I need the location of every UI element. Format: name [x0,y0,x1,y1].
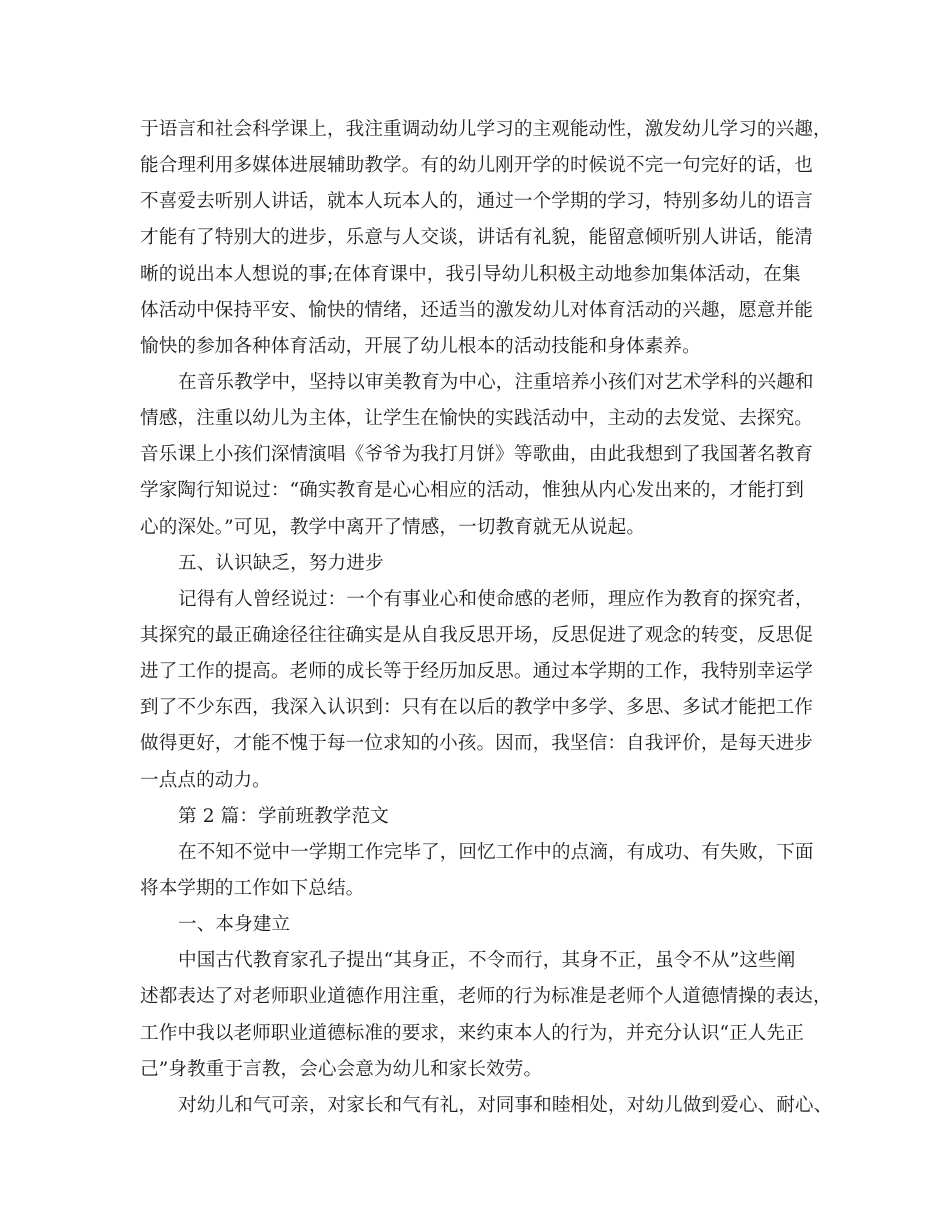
text-line: 述都表达了对老师职业道德作用注重，老师的行为标准是老师个人道德情操的表达， [140,986,832,1008]
text-line: 才能有了特别大的进步，乐意与人交谈，讲话有礼貌，能留意倾听别人讲话，能清 [140,227,813,249]
text-line: 工作中我以老师职业道德标准的要求，来约束本人的行为，并充分认识“正人先正 [140,1022,804,1044]
text-line: 在不知不觉中一学期工作完毕了，回忆工作中的点滴，有成功、有失败，下面 [178,841,814,863]
text-line: 在音乐教学中，坚持以审美教育为中心，注重培养小孩们对艺术学科的兴趣和 [178,371,814,393]
text-line: 晰的说出本人想说的事;在体育课中，我引导幼儿积极主动地参加集体活动，在集 [140,263,801,285]
document-page [140,112,833,1124]
text-line: 一点点的动力。 [140,769,271,791]
text-line: 中国古代教育家孔子提出“其身正，不令而行，其身不正，虽令不从”这些阐 [178,950,796,972]
text-line: 愉快的参加各种体育活动，开展了幼儿根本的活动技能和身体素养。 [140,335,701,357]
text-line: 记得有人曾经说过：一个有事业心和使命感的老师，理应作为教育的探究者， [178,588,814,610]
text-line: 对幼儿和气可亲，对家长和气有礼，对同事和睦相处，对幼儿做到爱心、耐心、 [178,1094,833,1116]
text-line: 情感，注重以幼儿为主体，让学生在愉快的实践活动中，主动的去发觉、去探究。 [140,408,813,430]
text-line: 其探究的最正确途径往往确实是从自我反思开场，反思促进了观念的转变，反思促 [140,624,813,646]
text-line: 五、认识缺乏，努力进步 [178,552,384,574]
text-line: 一、本身建立 [178,914,291,936]
document-body [140,112,833,1124]
text-line: 己”身教重于言教，会心会意为幼儿和家长效劳。 [140,1058,543,1080]
text-line: 于语言和社会科学课上，我注重调动幼儿学习的主观能动性，激发幼儿学习的兴趣， [140,119,832,140]
text-line: 不喜爱去听别人讲话，就本人玩本人的，通过一个学期的学习，特别多幼儿的语言 [140,191,813,213]
text-line: 第 2 篇：学前班教学范文 [178,805,389,827]
text-line: 做得更好，才能不愧于每一位求知的小孩。因而，我坚信：自我评价，是每天进步 [140,733,813,755]
text-line: 体活动中保持平安、愉快的情绪，还适当的激发幼儿对体育活动的兴趣，愿意并能 [140,299,813,321]
text-line: 进了工作的提高。老师的成长等于经历加反思。通过本学期的工作，我特别幸运学 [140,661,813,683]
text-line: 心的深处。”可见，教学中离开了情感，一切教育就无从说起。 [140,516,646,538]
text-line: 学家陶行知说过：“确实教育是心心相应的活动，惟独从内心发出来的，才能打到 [140,480,804,502]
text-line: 音乐课上小孩们深情演唱《爷爷为我打月饼》等歌曲，由此我想到了我国著名教育 [140,444,813,466]
text-line: 将本学期的工作如下总结。 [140,877,365,899]
text-line: 能合理利用多媒体进展辅助教学。有的幼儿刚开学的时候说不完一句完好的话，也 [140,155,813,177]
text-line: 到了不少东西，我深入认识到：只有在以后的教学中多学、多思、多试才能把工作 [140,697,813,719]
